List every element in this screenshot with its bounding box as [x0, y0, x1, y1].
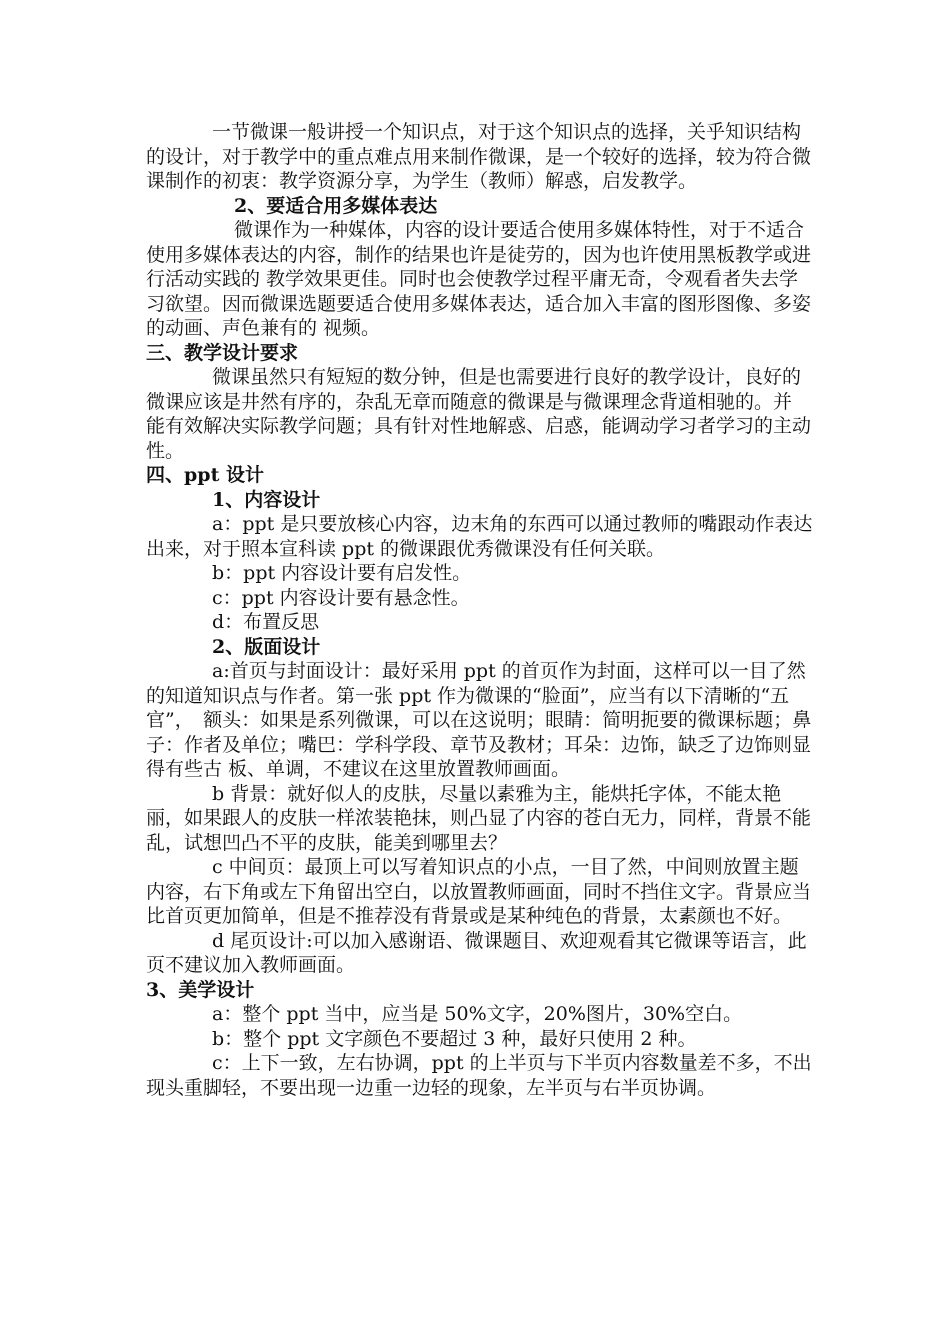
subheading: 2、版面设计 [212, 635, 321, 658]
list-item: b：整个 ppt 文字颜色不要超过 3 种，最好只使用 2 种。 [212, 1027, 697, 1050]
list-item: a：整个 ppt 当中，应当是 50%文字，20%图片，30%空白。 [212, 1003, 743, 1025]
body-paragraph: 一节微课一般讲授一个知识点，对于这个知识点的选择，关乎知识结构的设计，对于教学中的重点难点用来制作微课，是一个较好的选择，较为符合微课制作的初衷：教学资源分享，为学生（教师）解惑，启发教学。 [146, 121, 812, 192]
list-item: b：ppt 内容设计要有启发性。 [212, 562, 472, 584]
list-item: d 尾页设计:可以加入感谢语、微课题目、欢迎观看其它微课等语言，此页不建议加入教师画面。 [146, 929, 807, 976]
document-page [146, 120, 814, 1100]
list-item: b 背景：就好似人的皮肤，尽量以素雅为主，能烘托字体，不能太艳丽，如果跟人的皮肤一样浓装艳抹，则凸显了内容的苍白无力，同样，背景不能乱，试想凹凸不平的皮肤，能美到哪里去？ [146, 782, 812, 854]
list-item: d：布置反思 [212, 611, 320, 633]
section-heading: 四、ppt 设计 [146, 464, 264, 486]
subheading: 1、内容设计 [212, 488, 321, 511]
body-paragraph: 微课作为一种媒体，内容的设计要适合使用多媒体特性，对于不适合使用多媒体表达的内容，制作的结果也许是徒劳的，因为也许使用黑板教学或进行活动实践的 教学效果更佳。同时也会使教学过程平庸无奇，令观看者失去学习欲望。因而微课选题要适合使用多媒体表达，适合加入丰富的图形图像、多姿的动画、声色兼有的 视频。 [146, 219, 812, 339]
list-item: c：ppt 内容设计要有悬念性。 [212, 586, 470, 609]
list-item: c：上下一致，左右协调，ppt 的上半页与下半页内容数量差不多，不出现头重脚轻，不要出现一边重一边轻的现象，左半页与右半页协调。 [146, 1052, 812, 1099]
list-item: a:首页与封面设计：最好采用 ppt 的首页作为封面，这样可以一目了然的知道知识点与作者。第一张 ppt 作为微课的“脸面”，应当有以下清晰的“五官”， 额头：如果是系列微课，可以在这说明；眼睛：简明扼要的微课标题；鼻子：作者及单位；嘴巴：学科学段、章节及教材；耳朵：边饰，缺乏了边饰则显得有些古 板、单调，不建议在这里放置教师画面。 [146, 660, 812, 780]
body-paragraph: 微课虽然只有短短的数分钟，但是也需要进行良好的教学设计，良好的微课应该是井然有序的，杂乱无章而随意的微课是与微课理念背道相驰的。并 能有效解决实际教学问题；具有针对性地解惑、启惑，能调动学习者学习的主动性。 [146, 366, 812, 462]
section-heading: 3、美学设计 [146, 978, 255, 1001]
section-heading: 三、教学设计要求 [146, 341, 299, 364]
subheading: 2、要适合用多媒体表达 [234, 194, 438, 217]
list-item: a：ppt 是只要放核心内容，边末角的东西可以通过教师的嘴跟动作表达出来，对于照本宣科读 ppt 的微课跟优秀微课没有任何关联。 [146, 513, 813, 560]
list-item: c 中间页：最顶上可以写着知识点的小点，一目了然，中间则放置主题内容，右下角或左下角留出空白，以放置教师画面，同时不挡住文字。背景应当比首页更加简单，但是不推荐没有背景或是某种纯色的背景，太素颜也不好。 [146, 856, 812, 927]
